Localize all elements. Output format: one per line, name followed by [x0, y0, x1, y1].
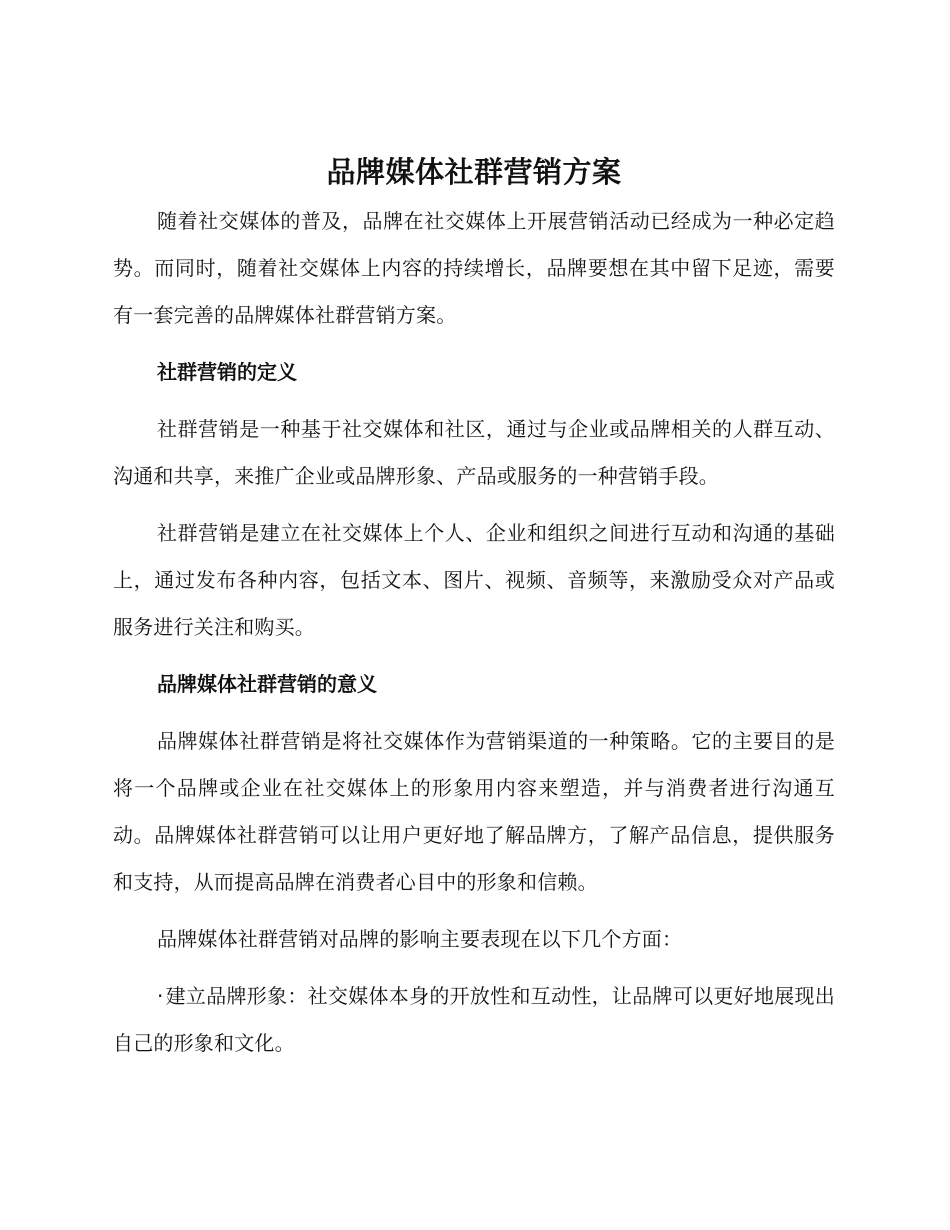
document-body [113, 150, 835, 1067]
bullet-item [113, 973, 835, 1067]
definition-paragraph-1: 社群营销是一种基于社交媒体和社区，通过与企业或品牌相关的人群互动、沟通和共享，来推广企业或品牌形象、产品或服务的一种营销手段。 [113, 417, 835, 488]
document-title: 品牌媒体社群营销方案 [326, 155, 622, 189]
significance-paragraph-1: 品牌媒体社群营销是将社交媒体作为营销渠道的一种策略。它的主要目的是将一个品牌或企业在社交媒体上的形象用内容来塑造，并与消费者进行沟通互动。品牌媒体社群营销可以让用户更好地了解品牌方，了解产品信息，提供服务和支持，从而提高品牌在消费者心目中的形象和信赖。 [113, 729, 835, 894]
section-heading-definition: 社群营销的定义 [157, 360, 297, 384]
bullet-text: 建立品牌形象：社交媒体本身的开放性和互动性，让品牌可以更好地展现出自己的形象和文化。 [113, 984, 835, 1055]
significance-paragraph-2: 品牌媒体社群营销对品牌的影响主要表现在以下几个方面： [157, 927, 683, 951]
definition-paragraph-2: 社群营销是建立在社交媒体上个人、企业和组织之间进行互动和沟通的基础上，通过发布各种内容，包括文本、图片、视频、音频等，来激励受众对产品或服务进行关注和购买。 [113, 521, 835, 639]
bullet-mark: · [157, 984, 164, 1008]
section-heading-significance: 品牌媒体社群营销的意义 [157, 672, 377, 696]
intro-paragraph: 随着社交媒体的普及，品牌在社交媒体上开展营销活动已经成为一种必定趋势。而同时，随着社交媒体上内容的持续增长，品牌要想在其中留下足迹，需要有一套完善的品牌媒体社群营销方案。 [113, 209, 835, 327]
